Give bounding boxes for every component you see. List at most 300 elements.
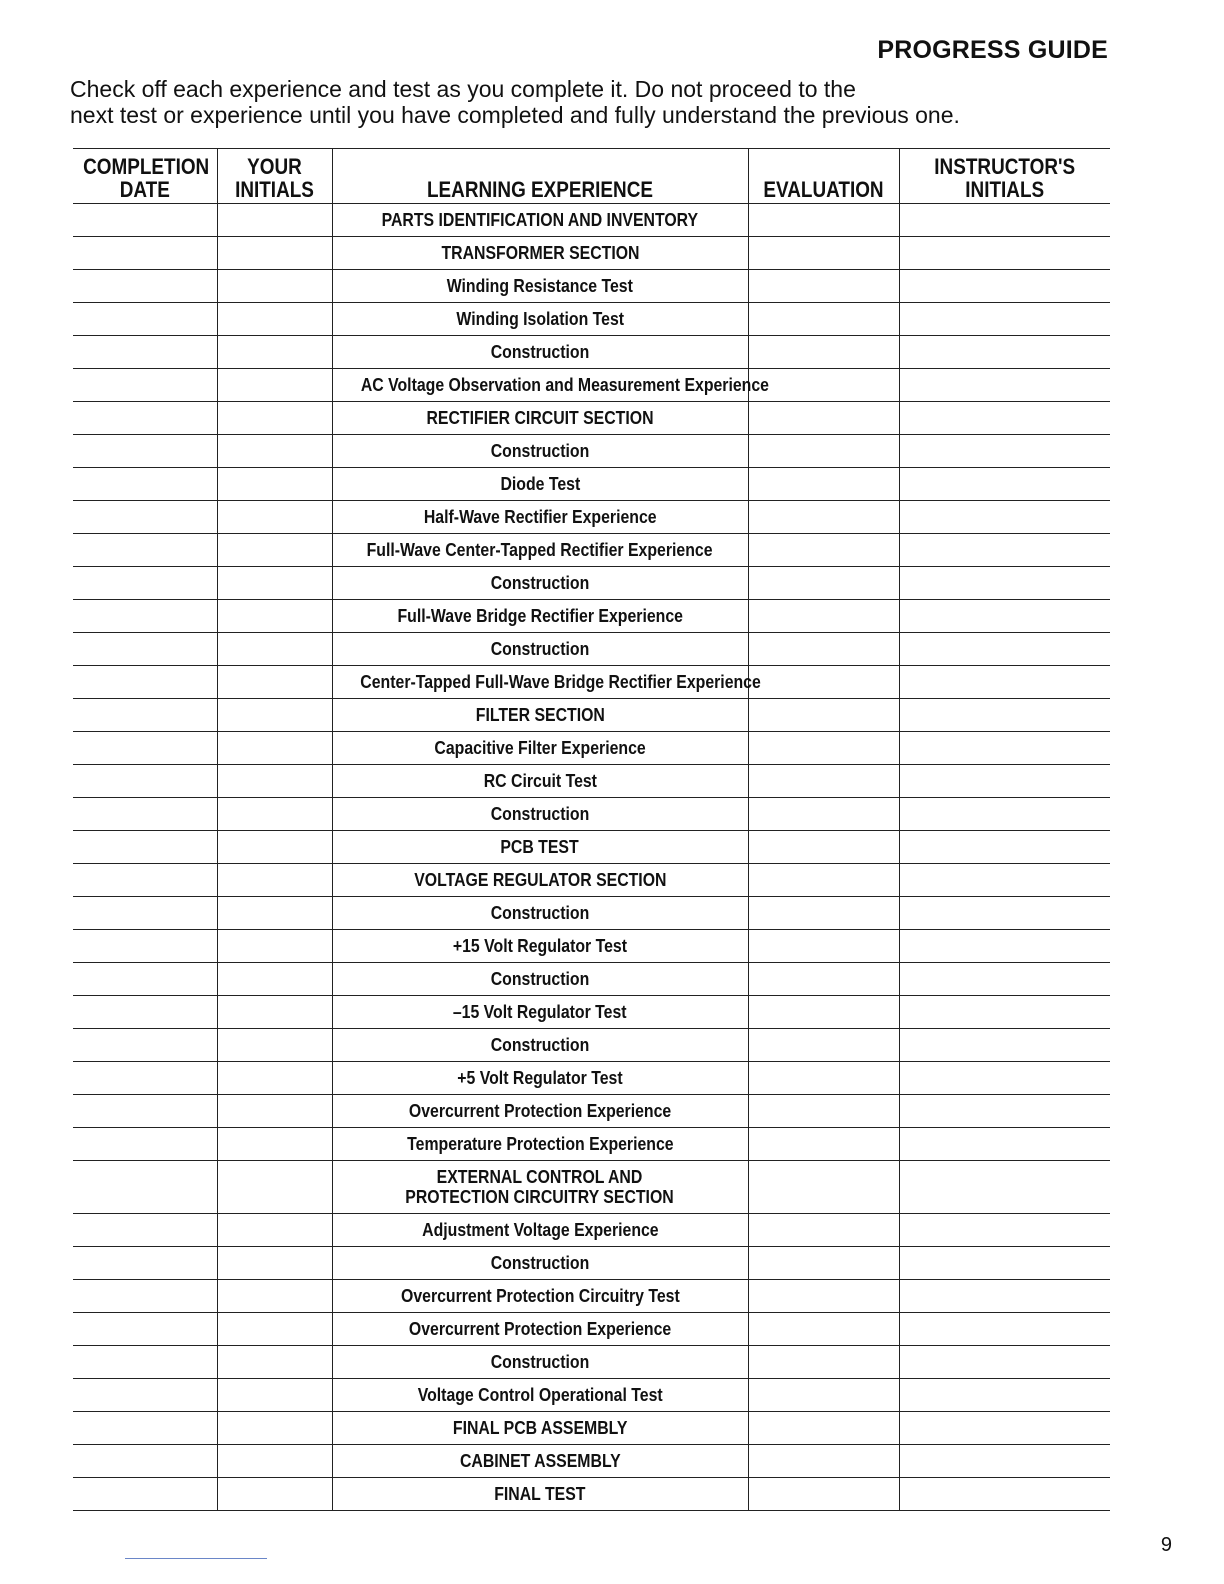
instructors-initials-cell[interactable] [899, 633, 1110, 666]
evaluation-cell[interactable] [748, 897, 899, 930]
evaluation-cell[interactable] [748, 270, 899, 303]
instructors-initials-cell[interactable] [899, 534, 1110, 567]
your-initials-cell[interactable] [217, 468, 332, 501]
evaluation-cell[interactable] [748, 633, 899, 666]
learning-experience-cell [332, 303, 748, 336]
learning-experience-label [483, 771, 596, 791]
header-evaluation-label: EVALUATION [763, 177, 884, 202]
learning-experience-label [453, 1418, 628, 1438]
instructors-initials-cell[interactable] [899, 1478, 1110, 1511]
learning-experience-cell [332, 600, 748, 633]
instructors-initials-cell[interactable] [899, 435, 1110, 468]
learning-experience-cell [332, 369, 769, 402]
completion-date-cell[interactable] [73, 1478, 217, 1511]
learning-experience-label [382, 210, 699, 230]
table-row [73, 534, 1110, 567]
table-row [73, 666, 1110, 699]
learning-experience-text: Adjustment Voltage Experience [421, 1220, 659, 1240]
table-row [73, 765, 1110, 798]
learning-experience-cell [332, 1346, 748, 1379]
evaluation-cell[interactable] [748, 1313, 899, 1346]
evaluation-cell[interactable] [748, 1029, 899, 1062]
learning-experience-text: Overcurrent Protection Experience [408, 1319, 672, 1339]
completion-date-cell[interactable] [73, 336, 217, 369]
completion-date-cell[interactable] [73, 897, 217, 930]
evaluation-cell[interactable] [748, 1095, 899, 1128]
completion-date-cell[interactable] [73, 567, 217, 600]
learning-experience-label [494, 1484, 585, 1504]
learning-experience-cell [332, 1029, 748, 1062]
evaluation-cell[interactable] [748, 798, 899, 831]
intro-line-1: Check off each experience and test as you complete it. Do not proceed to the [70, 76, 856, 102]
learning-experience-label [409, 1319, 671, 1339]
completion-date-cell[interactable] [73, 369, 217, 402]
completion-date-cell[interactable] [73, 270, 217, 303]
learning-experience-label [406, 1167, 674, 1207]
your-initials-cell[interactable] [217, 831, 332, 864]
your-initials-cell[interactable] [217, 864, 332, 897]
learning-experience-label [434, 738, 645, 758]
completion-date-cell[interactable] [73, 468, 217, 501]
instructors-initials-cell[interactable] [899, 1412, 1110, 1445]
learning-experience-text: Full-Wave Bridge Rectifier Experience [397, 606, 683, 626]
instructors-initials-cell[interactable] [899, 699, 1110, 732]
learning-experience-label [401, 1286, 680, 1306]
learning-experience-label [491, 1253, 590, 1273]
learning-experience-text: Construction [490, 1035, 590, 1055]
evaluation-cell[interactable] [748, 1412, 899, 1445]
your-initials-cell[interactable] [217, 1095, 332, 1128]
your-initials-cell[interactable] [217, 1412, 332, 1445]
completion-date-cell[interactable] [73, 204, 217, 237]
evaluation-cell[interactable] [748, 1247, 899, 1280]
table-row [73, 798, 1110, 831]
evaluation-cell[interactable] [748, 567, 899, 600]
table-row [73, 699, 1110, 732]
learning-experience-text: Construction [490, 804, 590, 824]
learning-experience-label [491, 573, 590, 593]
completion-date-cell[interactable] [73, 732, 217, 765]
learning-experience-label [491, 342, 590, 362]
table-row [73, 501, 1110, 534]
learning-experience-label [491, 1352, 590, 1372]
learning-experience-text: TRANSFORMER SECTION [441, 243, 639, 263]
learning-experience-cell [332, 633, 748, 666]
completion-date-cell[interactable] [73, 1313, 217, 1346]
completion-date-cell[interactable] [73, 1379, 217, 1412]
your-initials-cell[interactable] [217, 798, 332, 831]
evaluation-cell[interactable] [748, 765, 899, 798]
instructors-initials-cell[interactable] [899, 1128, 1110, 1161]
table-row [73, 435, 1110, 468]
table-row [73, 1062, 1110, 1095]
completion-date-cell[interactable] [73, 1029, 217, 1062]
footer-rule [125, 1558, 267, 1559]
learning-experience-label [397, 606, 683, 626]
learning-experience-text: PARTS IDENTIFICATION AND INVENTORY [381, 210, 699, 230]
learning-experience-text: AC Voltage Observation and Measurement Experience [360, 375, 769, 395]
learning-experience-text: –15 Volt Regulator Test [453, 1002, 627, 1022]
evaluation-cell[interactable] [748, 1280, 899, 1313]
your-initials-cell[interactable] [217, 501, 332, 534]
table-row [73, 1280, 1110, 1313]
table-row [73, 864, 1110, 897]
learning-experience-text: Overcurrent Protection Circuitry Test [400, 1286, 680, 1306]
your-initials-cell[interactable] [217, 1346, 332, 1379]
completion-date-cell[interactable] [73, 1247, 217, 1280]
table-row [73, 336, 1110, 369]
header-instructors-initials [914, 149, 1095, 204]
learning-experience-text: FILTER SECTION [475, 705, 605, 725]
table-row [73, 468, 1110, 501]
completion-date-cell[interactable] [73, 831, 217, 864]
evaluation-cell[interactable] [748, 1214, 899, 1247]
learning-experience-cell [332, 1247, 748, 1280]
your-initials-cell[interactable] [217, 897, 332, 930]
table-row [73, 1161, 1110, 1214]
table-row [73, 600, 1110, 633]
table-row [73, 204, 1110, 237]
your-initials-cell[interactable] [217, 369, 332, 402]
table-row [73, 732, 1110, 765]
learning-experience-cell [332, 336, 748, 369]
instructors-initials-cell[interactable] [899, 1313, 1110, 1346]
instructors-initials-cell[interactable] [899, 930, 1110, 963]
learning-experience-label [491, 903, 590, 923]
learning-experience-cell [332, 732, 748, 765]
learning-experience-cell [332, 1062, 748, 1095]
table-row [73, 1029, 1110, 1062]
table-row [73, 1478, 1110, 1511]
completion-date-cell[interactable] [73, 1095, 217, 1128]
table-row [73, 1445, 1110, 1478]
completion-date-cell[interactable] [73, 765, 217, 798]
instructors-initials-cell[interactable] [899, 369, 1110, 402]
your-initials-cell[interactable] [217, 237, 332, 270]
your-initials-cell[interactable] [217, 435, 332, 468]
completion-date-cell[interactable] [73, 1062, 217, 1095]
page-number: 9 [1160, 1534, 1172, 1556]
your-initials-cell[interactable] [217, 1313, 332, 1346]
table-row [73, 1247, 1110, 1280]
evaluation-cell[interactable] [748, 336, 899, 369]
learning-experience-label [414, 870, 666, 890]
learning-experience-text: Center-Tapped Full-Wave Bridge Rectifier Experience [359, 672, 761, 692]
learning-experience-cell [332, 831, 748, 864]
learning-experience-text: Capacitive Filter Experience [434, 738, 646, 758]
your-initials-cell[interactable] [217, 732, 332, 765]
learning-experience-text-line-2: PROTECTION CIRCUITRY SECTION [405, 1187, 675, 1207]
your-initials-cell[interactable] [217, 1280, 332, 1313]
instructors-initials-cell[interactable] [899, 1379, 1110, 1412]
your-initials-cell[interactable] [217, 1161, 332, 1214]
learning-experience-label [456, 309, 624, 329]
your-initials-cell[interactable] [217, 1247, 332, 1280]
completion-date-cell[interactable] [73, 864, 217, 897]
learning-experience-text: Construction [490, 342, 590, 362]
learning-experience-label [491, 804, 590, 824]
learning-experience-text: EXTERNAL CONTROL AND [437, 1167, 643, 1187]
instructors-initials-cell[interactable] [899, 237, 1110, 270]
instructors-initials-cell[interactable] [899, 501, 1110, 534]
evaluation-cell[interactable] [748, 534, 899, 567]
instructors-initials-cell[interactable] [899, 1161, 1110, 1214]
your-initials-cell[interactable] [217, 402, 332, 435]
evaluation-cell[interactable] [748, 831, 899, 864]
learning-experience-cell [332, 1379, 748, 1412]
your-initials-cell[interactable] [217, 1062, 332, 1095]
learning-experience-label [360, 672, 760, 692]
instructors-initials-cell[interactable] [899, 204, 1110, 237]
header-instructors-initials-line-2: INITIALS [965, 177, 1045, 202]
learning-experience-cell [332, 1280, 748, 1313]
completion-date-cell[interactable] [73, 930, 217, 963]
your-initials-cell[interactable] [217, 666, 332, 699]
your-initials-cell[interactable] [217, 204, 332, 237]
table-row [73, 1379, 1110, 1412]
your-initials-cell[interactable] [217, 534, 332, 567]
evaluation-cell[interactable] [748, 402, 899, 435]
evaluation-cell[interactable] [748, 699, 899, 732]
your-initials-cell[interactable] [217, 765, 332, 798]
learning-experience-text: Temperature Protection Experience [406, 1134, 674, 1154]
table-row [73, 1412, 1110, 1445]
completion-date-cell[interactable] [73, 1128, 217, 1161]
learning-experience-cell [332, 468, 748, 501]
your-initials-cell[interactable] [217, 633, 332, 666]
learning-experience-text: +15 Volt Regulator Test [452, 936, 628, 956]
header-your-initials [225, 149, 324, 204]
evaluation-cell[interactable] [748, 996, 899, 1029]
evaluation-cell[interactable] [748, 1379, 899, 1412]
instructors-initials-cell[interactable] [899, 402, 1110, 435]
evaluation-cell[interactable] [748, 501, 899, 534]
table-row [73, 1313, 1110, 1346]
learning-experience-cell [332, 864, 748, 897]
learning-experience-cell [332, 1161, 748, 1214]
table-row [73, 270, 1110, 303]
instructors-initials-cell[interactable] [899, 897, 1110, 930]
instructors-initials-cell[interactable] [899, 567, 1110, 600]
evaluation-cell[interactable] [748, 1346, 899, 1379]
your-initials-cell[interactable] [217, 600, 332, 633]
your-initials-cell[interactable] [217, 1478, 332, 1511]
table-row [73, 1214, 1110, 1247]
instructors-initials-cell[interactable] [899, 798, 1110, 831]
evaluation-cell[interactable] [748, 1445, 899, 1478]
learning-experience-text: Winding Resistance Test [446, 276, 634, 296]
table-body [73, 204, 1110, 1511]
learning-experience-label [447, 276, 633, 296]
intro-line-2: next test or experience until you have completed and fully understand the previous one. [70, 102, 960, 128]
table-row [73, 237, 1110, 270]
header-evaluation [759, 149, 889, 204]
evaluation-cell[interactable] [748, 1062, 899, 1095]
your-initials-cell[interactable] [217, 1214, 332, 1247]
table-row [73, 402, 1110, 435]
instructors-initials-cell[interactable] [899, 1062, 1110, 1095]
completion-date-cell[interactable] [73, 1445, 217, 1478]
evaluation-cell[interactable] [748, 1128, 899, 1161]
learning-experience-text: RC Circuit Test [483, 771, 597, 791]
learning-experience-label [426, 408, 653, 428]
learning-experience-text: Diode Test [500, 474, 580, 494]
your-initials-cell[interactable] [217, 1445, 332, 1478]
instructors-initials-cell[interactable] [899, 1247, 1110, 1280]
instructors-initials-cell[interactable] [899, 765, 1110, 798]
learning-experience-text: Construction [490, 573, 590, 593]
learning-experience-cell [332, 963, 748, 996]
evaluation-cell[interactable] [748, 435, 899, 468]
completion-date-cell[interactable] [73, 402, 217, 435]
learning-experience-label [475, 705, 604, 725]
table-row [73, 1128, 1110, 1161]
your-initials-cell[interactable] [217, 1379, 332, 1412]
learning-experience-text: Construction [490, 969, 590, 989]
instructors-initials-cell[interactable] [899, 732, 1110, 765]
learning-experience-label [491, 441, 590, 461]
completion-date-cell[interactable] [73, 600, 217, 633]
learning-experience-cell [332, 270, 748, 303]
learning-experience-label [501, 837, 579, 857]
learning-experience-text: Construction [490, 1352, 590, 1372]
evaluation-cell[interactable] [748, 303, 899, 336]
learning-experience-cell [332, 1214, 748, 1247]
learning-experience-cell [332, 1313, 748, 1346]
evaluation-cell[interactable] [748, 666, 899, 699]
instructors-initials-cell[interactable] [899, 963, 1110, 996]
completion-date-cell[interactable] [73, 633, 217, 666]
header-completion-date-line-1: COMPLETION [83, 154, 210, 179]
instructors-initials-cell[interactable] [899, 864, 1110, 897]
your-initials-cell[interactable] [217, 336, 332, 369]
your-initials-cell[interactable] [217, 699, 332, 732]
instructors-initials-cell[interactable] [899, 1445, 1110, 1478]
your-initials-cell[interactable] [217, 930, 332, 963]
learning-experience-cell [332, 1412, 748, 1445]
learning-experience-label [360, 375, 768, 395]
instructors-initials-cell[interactable] [899, 303, 1110, 336]
learning-experience-cell [332, 435, 748, 468]
completion-date-cell[interactable] [73, 435, 217, 468]
page-title: PROGRESS GUIDE [877, 36, 1108, 64]
your-initials-cell[interactable] [217, 1029, 332, 1062]
your-initials-cell[interactable] [217, 567, 332, 600]
learning-experience-text: FINAL TEST [494, 1484, 586, 1504]
completion-date-cell[interactable] [73, 1161, 217, 1214]
instructors-initials-cell[interactable] [899, 1095, 1110, 1128]
header-instructors-initials-line-1: INSTRUCTOR'S [934, 154, 1076, 179]
learning-experience-text: Overcurrent Protection Experience [408, 1101, 672, 1121]
header-completion-date [83, 149, 210, 204]
instructors-initials-cell[interactable] [899, 600, 1110, 633]
instructors-initials-cell[interactable] [899, 996, 1110, 1029]
learning-experience-cell [332, 237, 748, 270]
evaluation-cell[interactable] [748, 237, 899, 270]
evaluation-cell[interactable] [748, 732, 899, 765]
header-learning-experience [361, 149, 719, 204]
table-row [73, 996, 1110, 1029]
completion-date-cell[interactable] [73, 699, 217, 732]
learning-experience-cell [332, 765, 748, 798]
learning-experience-cell [332, 567, 748, 600]
completion-date-cell[interactable] [73, 237, 217, 270]
header-completion-date-line-2: DATE [119, 177, 170, 202]
instructors-initials-cell[interactable] [899, 1214, 1110, 1247]
evaluation-cell[interactable] [748, 600, 899, 633]
your-initials-cell[interactable] [217, 963, 332, 996]
evaluation-cell[interactable] [748, 930, 899, 963]
learning-experience-text: Winding Isolation Test [456, 309, 624, 329]
instructors-initials-cell[interactable] [899, 468, 1110, 501]
evaluation-cell[interactable] [748, 468, 899, 501]
completion-date-cell[interactable] [73, 1412, 217, 1445]
table-header-row [73, 149, 1110, 204]
learning-experience-label [453, 1002, 627, 1022]
learning-experience-text: Construction [490, 639, 590, 659]
evaluation-cell[interactable] [748, 963, 899, 996]
your-initials-cell[interactable] [217, 303, 332, 336]
learning-experience-label [424, 507, 657, 527]
table-row [73, 633, 1110, 666]
learning-experience-label [409, 1101, 671, 1121]
table-row [73, 831, 1110, 864]
evaluation-cell[interactable] [748, 1478, 899, 1511]
instructors-initials-cell[interactable] [899, 666, 1110, 699]
learning-experience-cell [332, 1128, 748, 1161]
learning-experience-label [500, 474, 580, 494]
completion-date-cell[interactable] [73, 534, 217, 567]
learning-experience-label [491, 1035, 590, 1055]
learning-experience-text: CABINET ASSEMBLY [459, 1451, 621, 1471]
completion-date-cell[interactable] [73, 996, 217, 1029]
instructors-initials-cell[interactable] [899, 831, 1110, 864]
completion-date-cell[interactable] [73, 1280, 217, 1313]
instructors-initials-cell[interactable] [899, 1280, 1110, 1313]
learning-experience-label [441, 243, 639, 263]
completion-date-cell[interactable] [73, 1346, 217, 1379]
completion-date-cell[interactable] [73, 303, 217, 336]
completion-date-cell[interactable] [73, 501, 217, 534]
completion-date-cell[interactable] [73, 666, 217, 699]
learning-experience-label [491, 969, 590, 989]
your-initials-cell[interactable] [217, 1128, 332, 1161]
learning-experience-cell [332, 798, 748, 831]
learning-experience-text: Full-Wave Center-Tapped Rectifier Experience [367, 540, 713, 560]
evaluation-cell[interactable] [748, 864, 899, 897]
learning-experience-label [457, 1068, 622, 1088]
instructors-initials-cell[interactable] [899, 270, 1110, 303]
completion-date-cell[interactable] [73, 963, 217, 996]
instructors-initials-cell[interactable] [899, 336, 1110, 369]
instructors-initials-cell[interactable] [899, 1346, 1110, 1379]
completion-date-cell[interactable] [73, 1214, 217, 1247]
completion-date-cell[interactable] [73, 798, 217, 831]
learning-experience-cell [332, 897, 748, 930]
instructors-initials-cell[interactable] [899, 1029, 1110, 1062]
evaluation-cell[interactable] [748, 1161, 899, 1214]
learning-experience-text: FINAL PCB ASSEMBLY [452, 1418, 628, 1438]
learning-experience-cell [332, 699, 748, 732]
your-initials-cell[interactable] [217, 996, 332, 1029]
your-initials-cell[interactable] [217, 270, 332, 303]
evaluation-cell[interactable] [748, 204, 899, 237]
learning-experience-cell [332, 996, 748, 1029]
learning-experience-label [453, 936, 627, 956]
evaluation-cell[interactable] [748, 369, 899, 402]
learning-experience-cell [332, 930, 748, 963]
table-row [73, 369, 1110, 402]
